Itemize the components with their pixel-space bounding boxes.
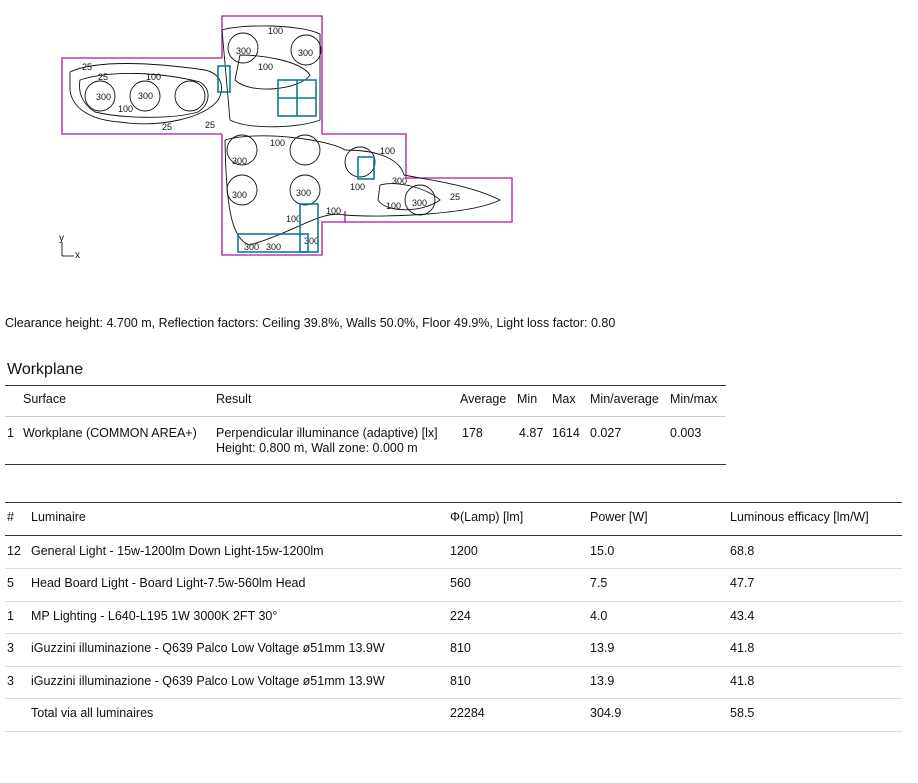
isolux-contours — [70, 26, 500, 245]
iso-label: 100 — [286, 214, 302, 224]
row-name: Head Board Light - Board Light-7.5w-560lm Head — [31, 576, 306, 590]
header-max: Max — [552, 392, 576, 406]
row-name: iGuzzini illuminazione - Q639 Palco Low Voltage ø51mm 13.9W — [31, 641, 385, 655]
divider — [5, 666, 902, 667]
iso-label: 100 — [326, 206, 342, 216]
divider — [5, 535, 902, 536]
iso-label: 100 — [350, 182, 366, 192]
row-efficacy: 41.8 — [730, 641, 755, 655]
iso-label: 300 — [138, 91, 154, 101]
divider — [5, 416, 726, 417]
row-efficacy: 43.4 — [730, 609, 755, 623]
total-label: Total via all luminaires — [31, 706, 154, 720]
iso-label: 100 — [118, 104, 134, 114]
iso-label: 300 — [296, 188, 312, 198]
row-surface: Workplane (COMMON AREA+) — [23, 426, 197, 440]
iso-label: 300 — [266, 242, 282, 252]
row-power: 15.0 — [590, 544, 615, 558]
iso-label: 300 — [236, 46, 252, 56]
iso-label: 25 — [82, 62, 93, 72]
row-power: 13.9 — [590, 641, 615, 655]
iso-label: 300 — [232, 156, 248, 166]
divider — [5, 502, 902, 503]
divider — [5, 601, 902, 602]
iso-label: 25 — [450, 192, 461, 202]
row-efficacy: 68.8 — [730, 544, 755, 558]
header-count: # — [7, 510, 14, 524]
row-power: 4.0 — [590, 609, 608, 623]
iso-label: 25 — [205, 120, 216, 130]
iso-label: 300 — [232, 190, 248, 200]
iso-labels — [82, 26, 460, 252]
row-count: 1 — [7, 609, 14, 623]
iso-label: 300 — [244, 242, 260, 252]
row-flux: 224 — [450, 609, 471, 623]
iso-label: 100 — [270, 138, 286, 148]
header-luminaire: Luminaire — [31, 510, 86, 524]
header-min-average: Min/average — [590, 392, 659, 406]
divider — [5, 385, 726, 386]
row-min: 4.87 — [519, 426, 544, 440]
header-average: Average — [460, 392, 507, 406]
iso-label: 300 — [96, 92, 112, 102]
clearance-info: Clearance height: 4.700 m, Reflection factors: Ceiling 39.8%, Walls 50.0%, Floor 49.9%, Light loss factor: 0.80 — [5, 316, 616, 330]
row-power: 13.9 — [590, 674, 615, 688]
row-max: 1614 — [552, 426, 580, 440]
total-efficacy: 58.5 — [730, 706, 755, 720]
row-name: General Light - 15w-1200lm Down Light-15w-1200lm — [31, 544, 324, 558]
row-result: Perpendicular illuminance (adaptive) [lx] — [216, 426, 438, 440]
row-flux: 810 — [450, 674, 471, 688]
header-min-max: Min/max — [670, 392, 718, 406]
row-flux: 810 — [450, 641, 471, 655]
row-count: 3 — [7, 674, 14, 688]
row-min-average: 0.027 — [590, 426, 622, 440]
row-name: MP Lighting - L640-L195 1W 3000K 2FT 30° — [31, 609, 278, 623]
axis-x-label: x — [75, 250, 80, 261]
iso-label: 300 — [392, 176, 408, 186]
divider — [5, 698, 902, 699]
row-min-max: 0.003 — [670, 426, 702, 440]
iso-label: 100 — [258, 62, 274, 72]
row-efficacy: 41.8 — [730, 674, 755, 688]
divider — [5, 568, 902, 569]
header-efficacy: Luminous efficacy [lm/W] — [730, 510, 869, 524]
total-power: 304.9 — [590, 706, 622, 720]
header-min: Min — [517, 392, 538, 406]
iso-label: 300 — [412, 198, 428, 208]
row-count: 5 — [7, 576, 14, 590]
row-flux: 560 — [450, 576, 471, 590]
divider — [5, 633, 902, 634]
iso-label: 100 — [268, 26, 284, 36]
divider — [5, 731, 902, 732]
row-efficacy: 47.7 — [730, 576, 755, 590]
row-flux: 1200 — [450, 544, 478, 558]
row-result-detail: Height: 0.800 m, Wall zone: 0.000 m — [216, 441, 418, 455]
row-count: 3 — [7, 641, 14, 655]
row-name: iGuzzini illuminazione - Q639 Palco Low Voltage ø51mm 13.9W — [31, 674, 385, 688]
row-index: 1 — [7, 426, 14, 440]
iso-label: 300 — [298, 48, 314, 58]
row-power: 7.5 — [590, 576, 608, 590]
iso-label: 100 — [386, 201, 402, 211]
row-average: 178 — [462, 426, 483, 440]
row-count: 12 — [7, 544, 21, 558]
header-power: Power [W] — [590, 510, 648, 524]
iso-label: 300 — [304, 236, 320, 246]
axis-y-label: y — [59, 233, 64, 244]
header-flux: Φ(Lamp) [lm] — [450, 510, 524, 524]
total-flux: 22284 — [450, 706, 485, 720]
floor-plan — [0, 0, 918, 300]
iso-label: 25 — [98, 72, 109, 82]
iso-label: 100 — [146, 72, 162, 82]
axis-indicator — [62, 242, 74, 256]
iso-label: 100 — [380, 146, 396, 156]
header-surface: Surface — [23, 392, 67, 406]
divider — [5, 464, 726, 465]
header-result: Result — [216, 392, 252, 406]
iso-label: 25 — [162, 122, 173, 132]
workplane-title: Workplane — [7, 361, 84, 378]
